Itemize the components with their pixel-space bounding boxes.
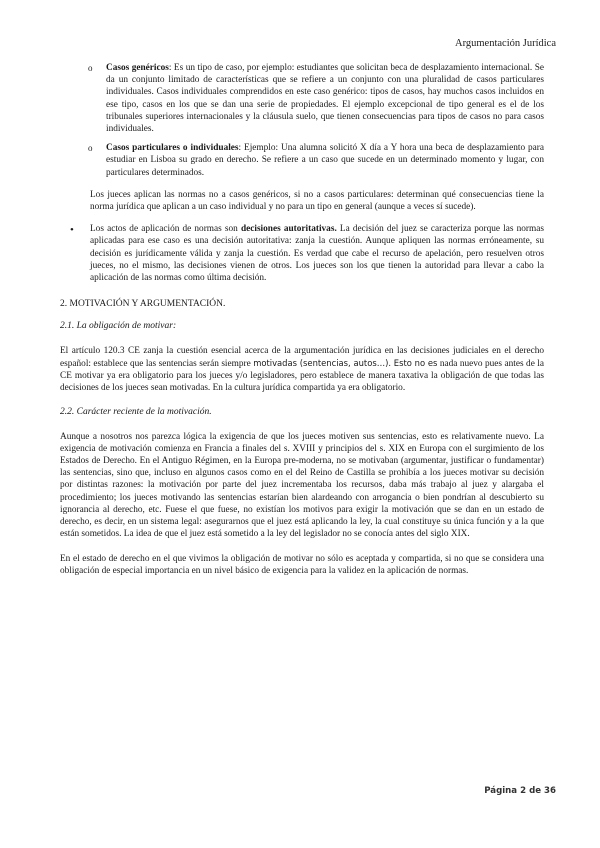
page-body [60, 62, 544, 589]
page-number: Página 2 de 36 [484, 786, 556, 796]
generic-cases-text: : Es un tipo de caso, por ejemplo: estudiantes que solicitan beca de desplazamiento internacional. Se da un conjunto limitado de características que se refiere a un conjunto con una pluralidad de casos particulares individuales. Casos individuales comprendidos en este caso genérico: tipos de casos, hay muchos casos incluidos en ese tipo, casos en los que se dan una serie de propiedades. El ejemplo excepcional de tipo general es el de los tribunales superiores internacionales y la cláusula suelo, que tienen consecuencias para tipos de casos no para casos individuales. [106, 63, 544, 135]
authoritative-decisions-item [60, 223, 544, 284]
circle-bullet-icon: o [88, 63, 93, 73]
authoritative-text: La decisión del juez se caracteriza porque las normas aplicadas para ese caso es una decisión autoritativa: zanja la cuestión. Aunque apliquen las normas erróneamente, su decisión es jurídicamente válida y zanja la cuestión. Es verdad que cabe el recurso de apelación, pero resuelven otros jueces, no el mismo, las decisiones vienen de otros. Los jueces son los que tienen la autoridad para llevar a cabo la aplicación de las normas como última decisión. [90, 224, 544, 284]
list-item-generic-cases [88, 62, 544, 135]
judges-paragraph: Los jueces aplican las normas no a casos genéricos, si no a casos particulares: determinan qué consecuencias tiene la norma jurídica que aplican a un caso individual y no para un tipo en general (aunque a veces sí sucede). [90, 189, 544, 213]
authoritative-term: decisiones autoritativas. [240, 224, 337, 235]
section-2-2-paragraph-1: Aunque a nosotros nos parezca lógica la exigencia de que los jueces motiven sus sentencias, esto es relativamente nuevo. La exigencia de motivación comienza en Francia a finales del s. XVIII y principios del s. XIX en Europa con el surgimiento de los Estados de Derecho. En el Antiguo Régimen, en la Europa pre-moderna, no se motivaban (argumentar, justificar o fundamentar) las sentencias, sino que, incluso en algunos casos como en el del Reino de Castilla se prohibía a los jueces motivar su decisión por distintas razones: la motivación por parte del juez incrementaba los recursos, daba más trabajo al juez y alargaba el procedimiento; los jueces motivando las sentencias estarían bien alardeando con arrogancia o bien pondrían al descubierto su ignorancia al derecho, etc. Fuese el que fuese, no existían los motivos para exigir la motivación que se dan en un estado de derecho, es decir, en un sistema legal: asegurarnos que el juez está aplicando la ley, la cual constituye su única función y a la que están sometidos. La idea de que el juez está sometido a la ley del legislador no se conocía antes del siglo XIX. [60, 431, 544, 540]
case-types-list [88, 62, 544, 179]
section-2-heading: 2. MOTIVACIÓN Y ARGUMENTACIÓN. [60, 299, 226, 310]
section-2-2-heading: 2.2. Carácter reciente de la motivación. [60, 407, 212, 418]
list-item-particular-cases [88, 142, 544, 179]
term-generic-cases: Casos genéricos [106, 63, 169, 73]
section-2-1-paragraph [60, 345, 544, 395]
bullet-dot-icon: • [70, 224, 74, 237]
section-2-1-text-end: nada nuevo pues antes de la CE motivar ya era obligatorio para los jueces y/o legisladores, pero establece de manera taxativa la obligación de que todas las decisiones de los jueces sean motivadas. En la cultura jurídica compartida ya era obligatorio. [60, 358, 544, 394]
circle-bullet-icon: o [88, 143, 93, 154]
section-2-1-heading: 2.1. La obligación de motivar: [60, 321, 177, 332]
particular-cases-text: : Ejemplo: Una alumna solicitó X día a Y hora una beca de desplazamiento para estudiar en Lisboa su grado en derecho. Se refiere a un caso que sucede en un determinado momento y lugar, con particulares determinados. [106, 143, 545, 178]
authoritative-lead: Los actos de aplicación de normas son [90, 224, 241, 235]
section-2-2-paragraph-2: En el estado de derecho en el que vivimos la obligación de motivar no sólo es aceptada y compartida, si no que se considera una obligación de especial importancia en un nivel básico de exigencia para la validez en la aplicación de normas. [60, 553, 544, 576]
section-2-1-text-mid: motivadas (sentencias, autos…). Esto no es [253, 357, 438, 368]
term-particular-cases: Casos particulares o individuales [106, 143, 239, 154]
section-2-1-text-start: El artículo 120.3 CE zanja la cuestión esencial acerca de la argumentación jurídica en las decisiones judiciales en el derecho español: establece que las sentencias serán siempre [60, 345, 544, 369]
running-header: Argumentación Jurídica [455, 38, 556, 49]
